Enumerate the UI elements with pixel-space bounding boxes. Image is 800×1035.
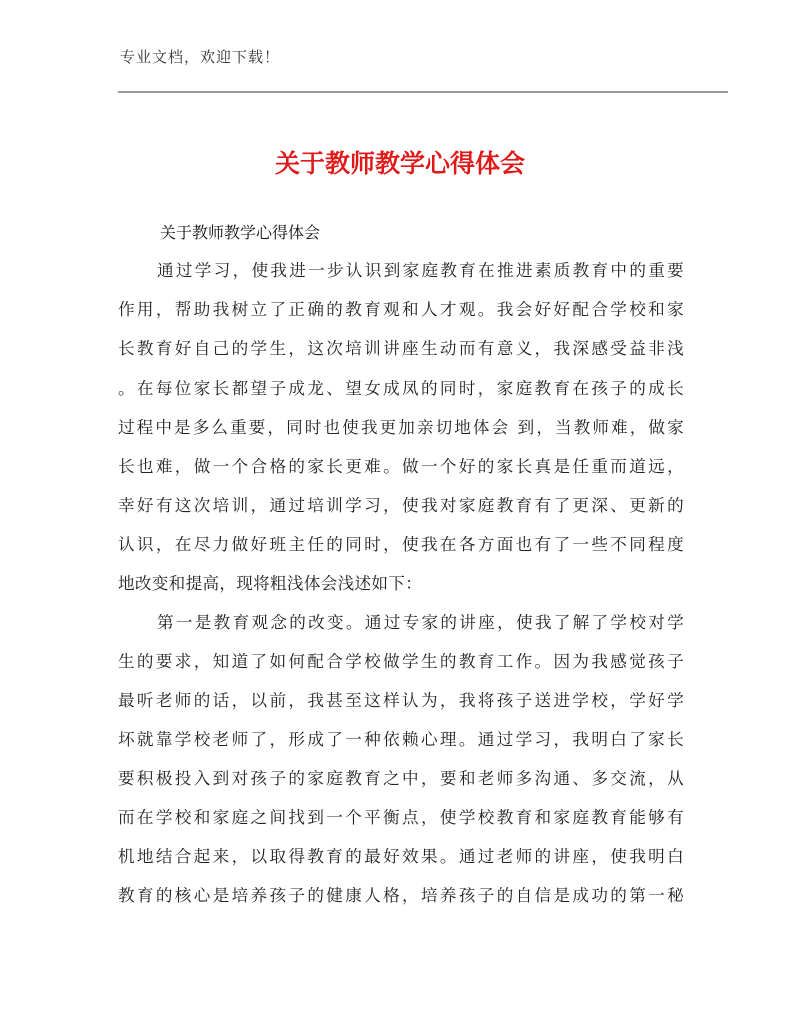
paragraph-line: 地改变和提高，现将粗浅体会浅述如下：	[118, 574, 423, 593]
paragraph-line: 作用，帮助我树立了正确的教育观和人才观。我会好好配合学校和家	[118, 300, 684, 319]
page-header-text: 专业文档，欢迎下载！	[120, 48, 281, 66]
paragraph-line: 。在每位家长都望子成龙、望女成凤的同时，家庭教育在孩子的成长	[118, 379, 684, 398]
document-title: 关于教师教学心得体会	[274, 149, 525, 178]
paragraph-line: 第一是教育观念的改变。通过专家的讲座，使我了解了学校对学	[157, 613, 684, 632]
paragraph-line: 教育的核心是培养孩子的健康人格，培养孩子的自信是成功的第一秘	[118, 886, 684, 905]
paragraph-line: 而在学校和家庭之间找到一个平衡点，使学校教育和家庭教育能够有	[118, 808, 684, 827]
paragraph-line: 过程中是多么重要，同时也使我更加亲切地体会 到，当教师难，做家	[118, 418, 684, 437]
section-subheading: 关于教师教学心得体会	[160, 223, 321, 242]
paragraph-line: 认识，在尽力做好班主任的同时，使我在各方面也有了一些不同程度	[118, 535, 684, 554]
paragraph-line: 生的要求，知道了如何配合学校做学生的教育工作。因为我感觉孩子	[118, 652, 684, 671]
paragraph-line: 幸好有这次培训，通过培训学习，使我对家庭教育有了更深、更新的	[118, 496, 684, 515]
paragraph-line: 要积极投入到对孩子的家庭教育之中，要和老师多沟通、多交流，从	[118, 769, 684, 788]
paragraph-line: 机地结合起来，以取得教育的最好效果。通过老师的讲座，使我明白	[118, 847, 684, 866]
paragraph-line: 通过学习，使我进一步认识到家庭教育在推进素质教育中的重要	[157, 261, 684, 280]
paragraph-line: 长也难，做一个合格的家长更难。做一个好的家长真是任重而道远，	[118, 457, 684, 476]
paragraph-line: 最听老师的话，以前，我甚至这样认为，我将孩子送进学校，学好学	[118, 691, 684, 710]
header-divider	[118, 91, 728, 93]
paragraph-line: 长教育好自己的学生，这次培训讲座生动而有意义，我深感受益非浅	[118, 339, 684, 358]
paragraph-line: 坏就靠学校老师了，形成了一种依赖心理。通过学习，我明白了家长	[118, 730, 684, 749]
